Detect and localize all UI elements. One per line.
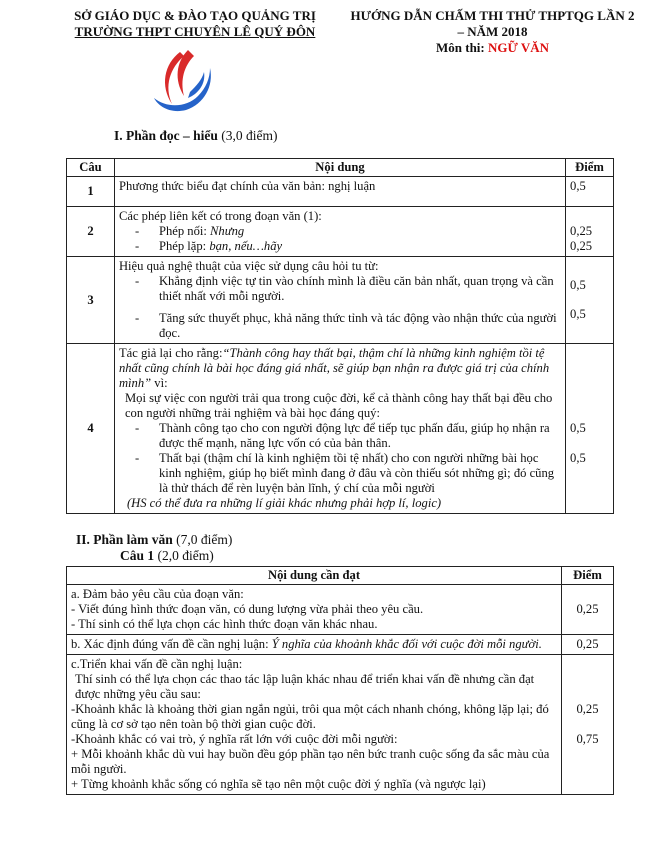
q2-intro: Các phép liên kết có trong đoạn văn (1):: [118, 209, 322, 223]
q3-score-b: 0,5: [570, 307, 586, 321]
criterion-a: [67, 585, 562, 635]
department-name: SỞ GIÁO DỤC & ĐÀO TẠO QUẢNG TRỊ: [74, 8, 316, 23]
q3-item-a: - Khẳng định việc tự tin vào chính mình là điều căn bản nhất, quan trọng và cần thiết nhất với mỗi người.: [134, 274, 554, 303]
col-score: Điểm: [566, 159, 614, 177]
criterion-c-line3: + Mỗi khoảnh khắc dù vui hay buồn đều góp phần tạo nên bức tranh cuộc sống đa sắc màu của mỗi người.: [71, 747, 550, 776]
table-row-q3: [67, 257, 614, 344]
q4-note: (HS có thể đưa ra những lí giải khác nhưng phải hợp lí, logic): [126, 496, 442, 510]
part1-table: [66, 158, 614, 514]
q3-content: [114, 257, 565, 344]
q1-content: Phương thức biểu đạt chính của văn bản: nghị luận: [114, 177, 565, 207]
table-row-q4: [67, 344, 614, 514]
criterion-b: b. Xác định đúng vấn đề cần nghị luận: Ý nghĩa của khoảnh khắc đối với cuộc đời mỗi người.: [67, 635, 562, 655]
table-row-q1: [67, 177, 614, 207]
subject-label: Môn thi:: [435, 40, 485, 55]
table-row-c: [67, 655, 614, 795]
school-logo: [150, 46, 225, 116]
q4-content: [114, 344, 565, 514]
criterion-a-title: a. Đảm bảo yêu cầu của đoạn văn:: [71, 587, 244, 601]
criterion-b-topic: Ý nghĩa của khoảnh khắc đối với cuộc đời mỗi người.: [271, 637, 542, 651]
q2-item-b: - Phép lặp: bạn, nếu…hãy: [134, 239, 283, 253]
q4-score-b: 0,5: [570, 451, 586, 465]
criterion-c-line4: + Từng khoảnh khắc sống có nghĩa sẽ tạo nên một cuộc đời ý nghĩa (và ngược lại): [71, 777, 486, 791]
col-content: Nội dung cần đạt: [67, 567, 562, 585]
table-row-q2: [67, 207, 614, 257]
part2-table: [66, 566, 614, 795]
criterion-c-intro: Thí sinh có thể lựa chọn các thao tác lập luận khác nhau để triển khai vấn đề nhưng cần đạt được những yêu cầu sau:: [75, 672, 535, 701]
exam-title: HƯỚNG DẪN CHẤM THI THỬ THPTQG LẦN 2: [350, 8, 635, 23]
q4-intro: Tác giả lại cho rằng:“Thành công hay thất bại, thậm chí là những kinh nghiệm tồi tệ nhất cũng chính là bài học đáng giá nhất, sẽ giúp bạn nhận ra được giá trị của chính mình” vì:: [118, 346, 550, 390]
col-score: Điểm: [562, 567, 614, 585]
q2-score-b: 0,25: [570, 239, 593, 253]
criterion-c-line2: -Khoảnh khắc có vai trò, ý nghĩa rất lớn với cuộc đời mỗi người:: [71, 732, 398, 746]
criterion-a-line1: - Viết đúng hình thức đoạn văn, có dung lượng vừa phải theo yêu cầu.: [71, 602, 424, 616]
header-right: [350, 8, 635, 56]
q1-score: 0,5: [566, 177, 614, 207]
q3-item-b: - Tăng sức thuyết phục, khả năng thức tỉnh và tác động vào nhận thức của người đọc.: [134, 311, 557, 340]
subject-name: NGỮ VĂN: [487, 40, 550, 55]
table-header-row: [67, 567, 614, 585]
part2-q1-heading: Câu 1 (2,0 điểm): [120, 548, 214, 563]
criterion-c: [67, 655, 562, 795]
q4-paragraph: Mọi sự việc con người trải qua trong cuộc đời, kể cả thành công hay thất bại đều cho con người những trải nghiệm và bài học đáng quý:: [124, 391, 553, 420]
criterion-b-score: 0,25: [562, 635, 614, 655]
q4-item-a: - Thành công tạo cho con người động lực để tiếp tục phấn đấu, giúp họ nhận ra được thế mạnh, năng lực vốn có của bản thân.: [134, 421, 550, 450]
q4-score-a: 0,5: [570, 421, 586, 435]
table-row-a: [67, 585, 614, 635]
q3-score-a: 0,5: [570, 278, 586, 292]
part2-heading: II. Phần làm văn (7,0 điểm): [76, 532, 233, 547]
q4-scores: [566, 344, 614, 514]
criterion-a-line2: - Thí sinh có thể lựa chọn các hình thức đoạn văn khác nhau.: [71, 617, 378, 631]
q1-number: 1: [67, 177, 115, 207]
col-content: Nội dung: [114, 159, 565, 177]
criterion-c-scores: [562, 655, 614, 795]
q3-scores: [566, 257, 614, 344]
q2-score-a: 0,25: [570, 224, 593, 238]
criterion-c-score-2: 0,75: [576, 732, 599, 746]
q4-quote: “Thành công hay thất bại, thậm chí là những kinh nghiệm tồi tệ nhất cũng chính là bài học đáng giá nhất, sẽ giúp bạn nhận ra được giá trị của chính mình”: [118, 346, 550, 390]
q2-number: 2: [67, 207, 115, 257]
school-name: TRƯỜNG THPT CHUYÊN LÊ QUÝ ĐÔN: [74, 24, 316, 39]
table-row-b: [67, 635, 614, 655]
q2-scores: [566, 207, 614, 257]
subject-line: [350, 40, 635, 56]
criterion-a-score: 0,25: [562, 585, 614, 635]
part1-heading: I. Phần đọc – hiểu (3,0 điểm): [114, 128, 278, 143]
q4-number: 4: [67, 344, 115, 514]
header-left: [60, 8, 330, 40]
table-header-row: [67, 159, 614, 177]
q2-content: [114, 207, 565, 257]
criterion-c-score-1: 0,25: [576, 702, 599, 716]
criterion-c-line1: -Khoảnh khắc là khoảng thời gian ngắn ngủi, trôi qua một cách nhanh chóng, không lặp lại; đó cũng là cơ sở tạo nên toàn bộ thời gian cuộc đời.: [71, 702, 549, 731]
q3-intro: Hiệu quả nghệ thuật của việc sử dụng câu hỏi tu từ:: [118, 259, 379, 273]
q3-number: 3: [67, 257, 115, 344]
q2-item-a: - Phép nối: Nhưng: [134, 224, 245, 238]
col-question: Câu: [67, 159, 115, 177]
q4-item-b: - Thất bại (thậm chí là kinh nghiệm tồi tệ nhất) cho con người những bài học kinh nghiệm, giúp họ biết mình đang ở đâu và còn thiếu sót những gì; đó cũng là thử thách để rèn luyện bản lĩnh, ý chí của mỗi người: [134, 451, 555, 495]
criterion-c-title: c.Triển khai vấn đề cần nghị luận:: [71, 657, 243, 671]
exam-year: – NĂM 2018: [457, 24, 528, 39]
